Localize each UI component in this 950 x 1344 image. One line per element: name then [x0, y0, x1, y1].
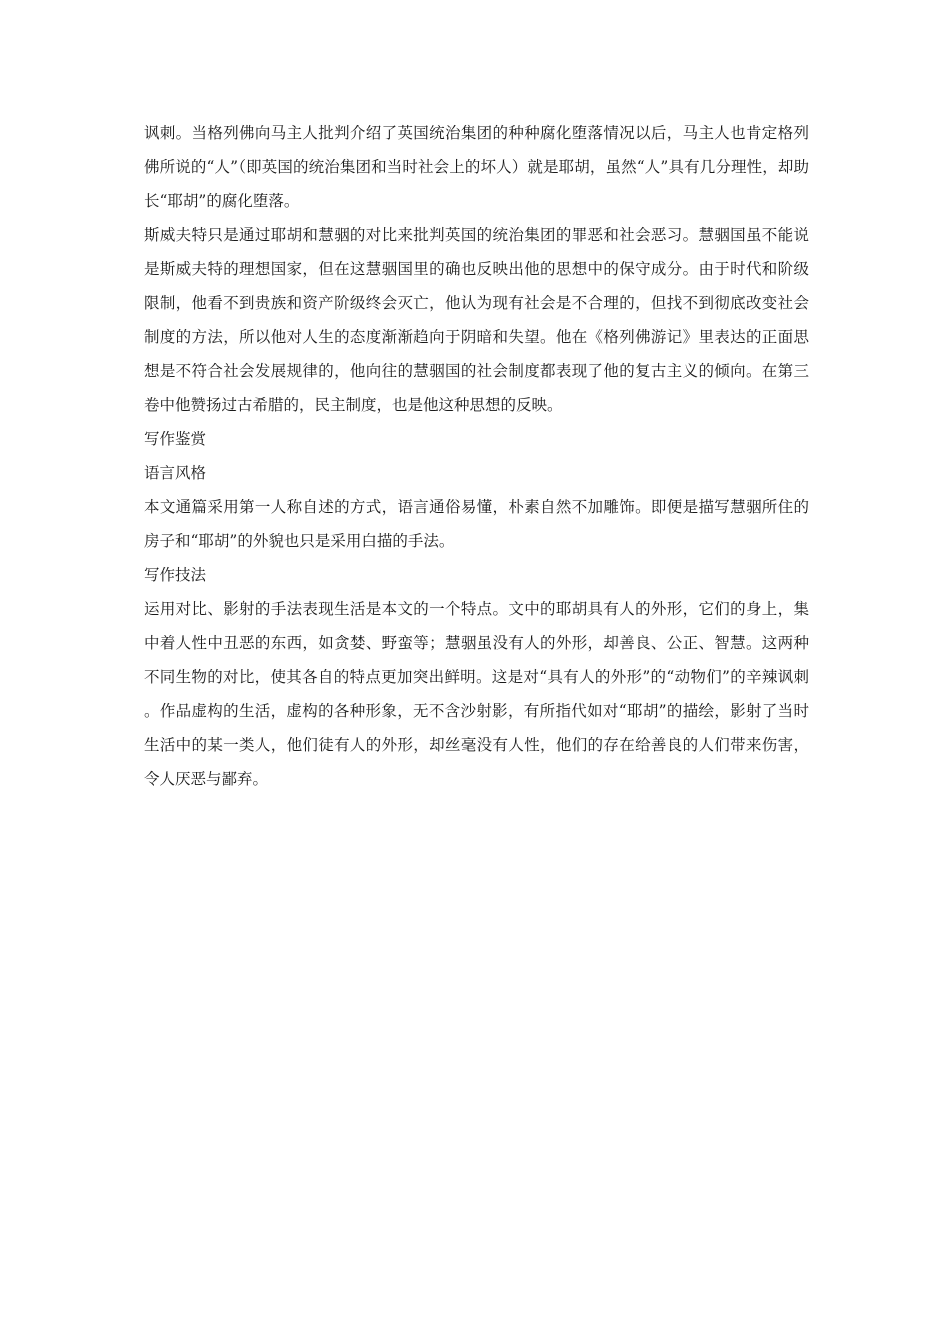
heading-writing-appreciation: 写作鉴赏 [144, 430, 207, 448]
document-body [144, 116, 809, 796]
paragraph-satire-intro: 讽刺。当格列佛向马主人批判介绍了英国统治集团的种种腐化堕落情况以后，马主人也肯定格列佛所说的“人”（即英国的统治集团和当时社会上的坏人）就是耶胡，虽然“人”具有几分理性，却助长“耶胡”的腐化堕落。 [144, 124, 809, 210]
paragraph-language-style: 本文通篇采用第一人称自述的方式，语言通俗易懂，朴素自然不加雕饰。即便是描写慧骃所住的房子和“耶胡”的外貌也只是采用白描的手法。 [144, 498, 809, 550]
heading-language-style: 语言风格 [144, 464, 207, 482]
paragraph-swift-critique: 斯威夫特只是通过耶胡和慧骃的对比来批判英国的统治集团的罪恶和社会恶习。慧骃国虽不能说是斯威夫特的理想国家，但在这慧骃国里的确也反映出他的思想中的保守成分。由于时代和阶级限制，他看不到贵族和资产阶级终会灭亡，他认为现有社会是不合理的，但找不到彻底改变社会制度的方法，所以他对人生的态度渐渐趋向于阴暗和失望。他在《格列佛游记》里表达的正面思想是不符合社会发展规律的，他向往的慧骃国的社会制度都表现了他的复古主义的倾向。在第三卷中他赞扬过古希腊的，民主制度，也是他这种思想的反映。 [144, 226, 809, 414]
paragraph-writing-technique: 运用对比、影射的手法表现生活是本文的一个特点。文中的耶胡具有人的外形，它们的身上，集中着人性中丑恶的东西，如贪婪、野蛮等；慧骃虽没有人的外形，却善良、公正、智慧。这两种不同生物的对比，使其各自的特点更加突出鲜明。这是对“具有人的外形”的“动物们”的辛辣讽刺。作品虚构的生活，虚构的各种形象，无不含沙射影，有所指代如对“耶胡”的描绘，影射了当时生活中的某一类人，他们徒有人的外形，却丝毫没有人性，他们的存在给善良的人们带来伤害，令人厌恶与鄙弃。 [144, 600, 809, 788]
heading-writing-technique: 写作技法 [144, 566, 207, 584]
